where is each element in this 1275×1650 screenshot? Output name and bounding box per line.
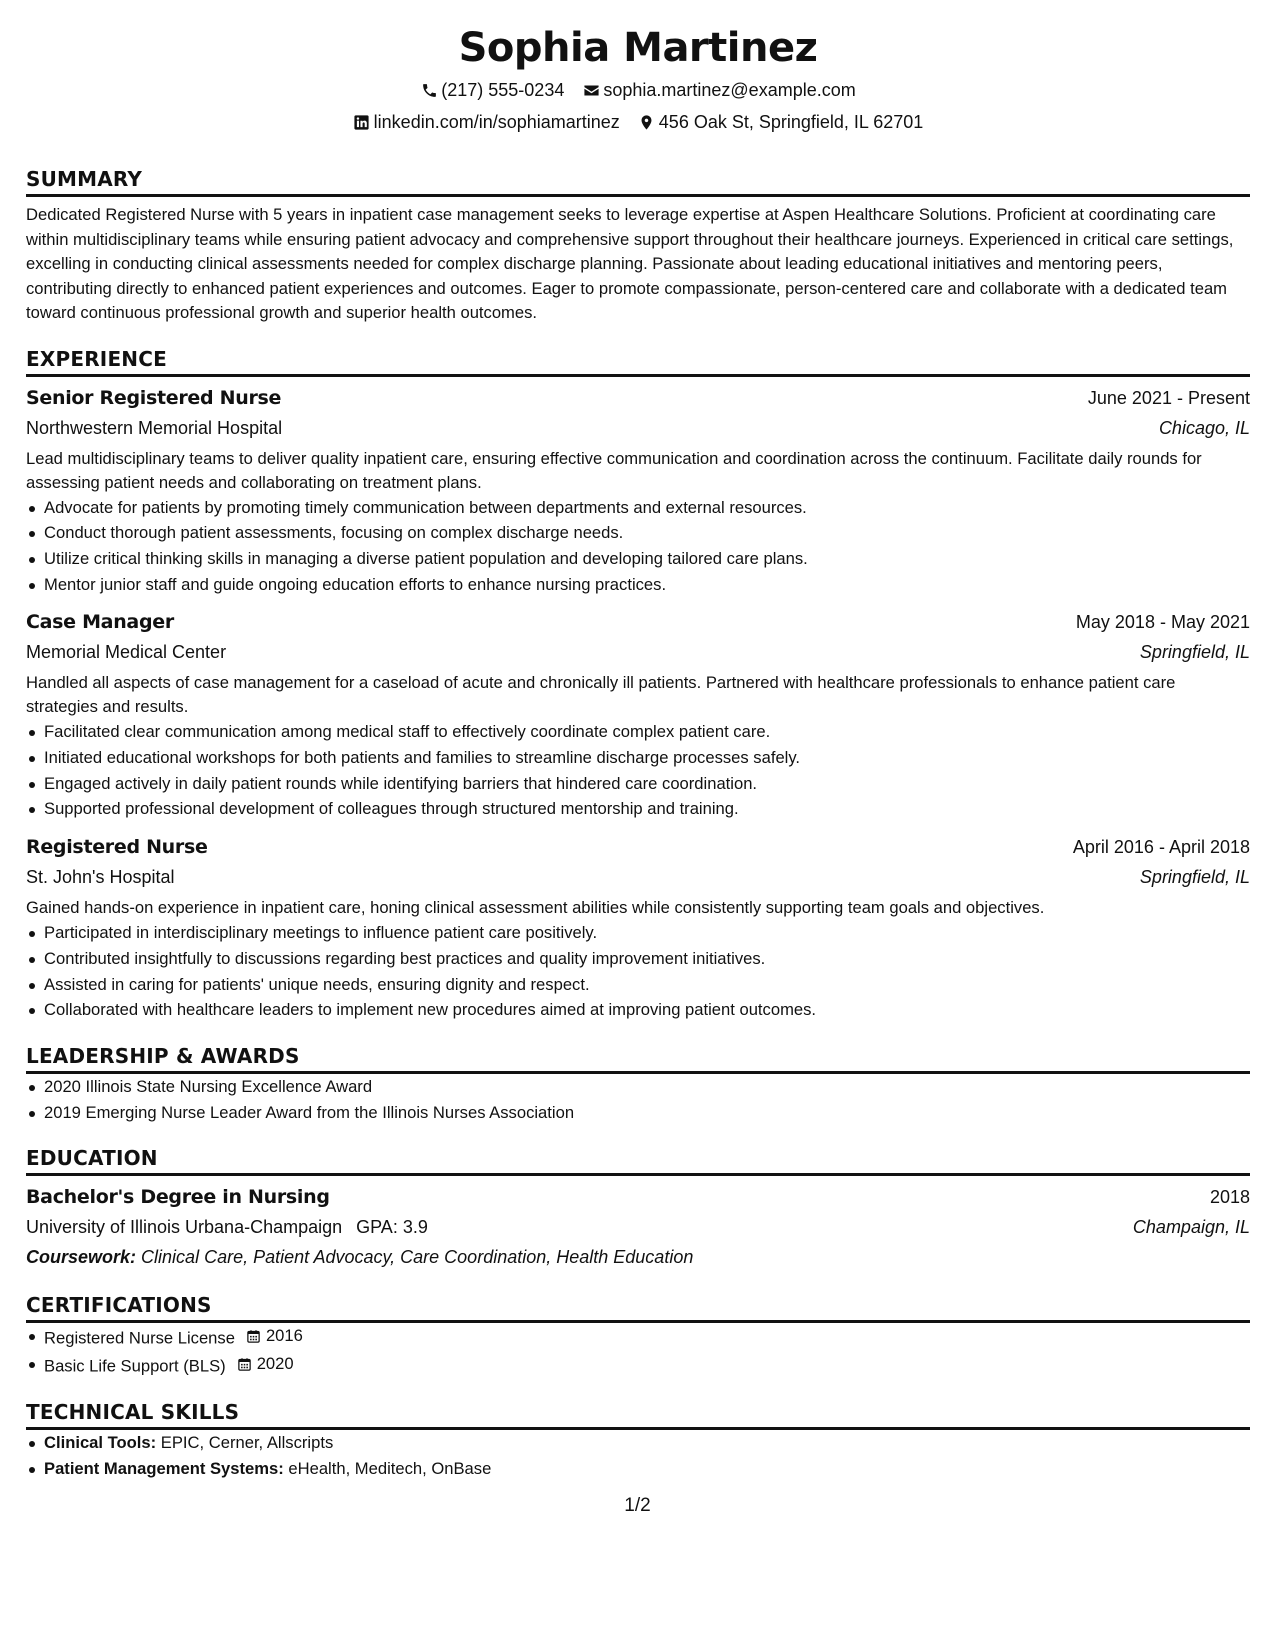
- section-heading: EXPERIENCE: [26, 346, 1250, 377]
- job-dates: April 2016 - April 2018: [1072, 837, 1250, 858]
- calendar-icon: [236, 1355, 254, 1373]
- list-item: Contributed insightfully to discussions regarding best practices and quality improvement initiatives.: [26, 946, 1250, 972]
- awards-section: [26, 1043, 1250, 1125]
- list-item: Participated in interdisciplinary meetings to influence patient care positively.: [26, 920, 1250, 946]
- map-pin-icon: [638, 113, 656, 131]
- list-item: Utilize critical thinking skills in managing a diverse patient population and developing tailored care plans.: [26, 546, 1250, 572]
- gpa: GPA: 3.9: [356, 1217, 428, 1238]
- certification-name: Basic Life Support (BLS): [44, 1356, 226, 1376]
- list-item: Assisted in caring for patients' unique needs, ensuring dignity and respect.: [26, 972, 1250, 998]
- email-address[interactable]: sophia.martinez@example.com: [603, 80, 856, 100]
- job-bullet-list: [26, 719, 1250, 822]
- job-entry: [26, 383, 1250, 598]
- list-item: [26, 1430, 1250, 1456]
- experience-section: [26, 346, 1250, 1023]
- job-entry: [26, 832, 1250, 1023]
- street-address: 456 Oak St, Springfield, IL 62701: [658, 112, 924, 132]
- certification-year: 2016: [265, 1326, 303, 1346]
- job-location: Springfield, IL: [1139, 867, 1250, 888]
- skill-values: EPIC, Cerner, Allscripts: [160, 1433, 334, 1453]
- calendar-icon: [245, 1327, 263, 1345]
- list-item: Supported professional development of colleagues through structured mentorship and training.: [26, 796, 1250, 822]
- graduation-year: 2018: [1209, 1187, 1250, 1208]
- skill-category: Clinical Tools:: [44, 1433, 157, 1453]
- page-number: 1/2: [624, 1495, 651, 1516]
- section-heading: LEADERSHIP & AWARDS: [26, 1043, 1250, 1074]
- education-entry: [26, 1182, 1250, 1272]
- linkedin-url[interactable]: linkedin.com/in/sophiamartinez: [373, 112, 620, 132]
- job-dates: June 2021 - Present: [1087, 387, 1250, 408]
- job-description: Handled all aspects of case management for a caseload of acute and chronically ill patients. Partnered with healthcare professionals to enhance patient care strategies and results.: [26, 673, 1176, 717]
- coursework-list: Clinical Care, Patient Advocacy, Care Coordination, Health Education: [141, 1247, 694, 1268]
- summary-section: [26, 166, 1250, 326]
- section-heading: CERTIFICATIONS: [26, 1292, 1250, 1323]
- awards-list: [26, 1074, 1250, 1125]
- job-employer: St. John's Hospital: [26, 867, 175, 888]
- resume-page: [26, 0, 1250, 1482]
- education-section: [26, 1145, 1250, 1272]
- coursework-label: Coursework:: [26, 1247, 137, 1268]
- email-contact[interactable]: [582, 78, 855, 102]
- skills-list: [26, 1430, 1250, 1481]
- section-heading: EDUCATION: [26, 1145, 1250, 1176]
- certification-year: 2020: [256, 1354, 294, 1374]
- job-bullet-list: [26, 495, 1250, 598]
- certification-date: [236, 1351, 294, 1377]
- job-description: Lead multidisciplinary teams to deliver quality inpatient care, ensuring effective communication and coordination across the continuum. Facilitate daily rounds for assessing patient needs and collaborating on treatment plans.: [26, 448, 1202, 492]
- list-item: [26, 1351, 1250, 1379]
- list-item: 2019 Emerging Nurse Leader Award from the Illinois Nurses Association: [26, 1100, 1250, 1126]
- list-item: Mentor junior staff and guide ongoing education efforts to enhance nursing practices.: [26, 572, 1250, 598]
- linkedin-contact[interactable]: [353, 110, 620, 134]
- job-description: Gained hands-on experience in inpatient care, honing clinical assessment abilities while consistently supporting team goals and objectives.: [26, 898, 1045, 918]
- list-item: Advocate for patients by promoting timely communication between departments and external resources.: [26, 495, 1250, 521]
- job-employer: Northwestern Memorial Hospital: [26, 417, 283, 438]
- job-employer: Memorial Medical Center: [26, 642, 227, 663]
- summary-text: Dedicated Registered Nurse with 5 years in inpatient case management seeks to leverage expertise at Aspen Healthcare Solutions. Proficient at coordinating care within multidisciplinary teams while ensuring patient advocacy and comprehensive support throughout their healthcare journeys. Experienced in critical care settings, excelling in conducting clinical assessments needed for complex discharge planning. Passionate about leading educational initiatives and mentoring peers, contributing directly to enhanced patient experiences and outcomes. Eager to promote compassionate, person-centered care and collaborate with a dedicated team toward continuous professional growth and superior health outcomes.: [26, 205, 1234, 322]
- job-bullet-list: [26, 920, 1250, 1023]
- certifications-list: [26, 1323, 1250, 1379]
- linkedin-icon: [353, 113, 371, 131]
- list-item: Conduct thorough patient assessments, focusing on complex discharge needs.: [26, 520, 1250, 546]
- job-location: Springfield, IL: [1139, 642, 1250, 663]
- contact-line-2: [26, 110, 1250, 134]
- job-location: Chicago, IL: [1158, 417, 1250, 438]
- job-entry: [26, 607, 1250, 822]
- address-contact: [638, 110, 924, 134]
- skill-values: eHealth, Meditech, OnBase: [288, 1459, 492, 1479]
- certification-date: [245, 1323, 303, 1349]
- degree-title: Bachelor's Degree in Nursing: [26, 1186, 330, 1209]
- phone-icon: [420, 81, 438, 99]
- certification-name: Registered Nurse License: [44, 1328, 235, 1348]
- school-location: Champaign, IL: [1132, 1217, 1250, 1238]
- candidate-name: Sophia Martinez: [458, 25, 818, 71]
- list-item: 2020 Illinois State Nursing Excellence Award: [26, 1074, 1250, 1100]
- contact-line-1: [26, 78, 1250, 102]
- skill-category: Patient Management Systems:: [44, 1459, 284, 1479]
- envelope-icon: [582, 81, 600, 99]
- section-heading: TECHNICAL SKILLS: [26, 1399, 1250, 1430]
- list-item: Initiated educational workshops for both patients and families to streamline discharge processes safely.: [26, 745, 1250, 771]
- school-name-line: [26, 1212, 428, 1242]
- certifications-section: [26, 1292, 1250, 1379]
- job-title: Case Manager: [26, 611, 174, 634]
- list-item: [26, 1456, 1250, 1482]
- list-item: Collaborated with healthcare leaders to implement new procedures aimed at improving patient outcomes.: [26, 997, 1250, 1023]
- skills-section: [26, 1399, 1250, 1481]
- coursework-line: [26, 1242, 1250, 1272]
- section-heading: SUMMARY: [26, 166, 1250, 197]
- job-title: Senior Registered Nurse: [26, 386, 282, 409]
- list-item: Facilitated clear communication among medical staff to effectively coordinate complex patient care.: [26, 719, 1250, 745]
- job-title: Registered Nurse: [26, 836, 208, 859]
- school-name: University of Illinois Urbana-Champaign: [26, 1217, 343, 1238]
- resume-header: [26, 0, 1250, 134]
- list-item: Engaged actively in daily patient rounds while identifying barriers that hindered care coordination.: [26, 771, 1250, 797]
- list-item: [26, 1323, 1250, 1351]
- phone-number: (217) 555-0234: [441, 80, 565, 100]
- phone-contact: [420, 78, 564, 102]
- job-dates: May 2018 - May 2021: [1075, 612, 1250, 633]
